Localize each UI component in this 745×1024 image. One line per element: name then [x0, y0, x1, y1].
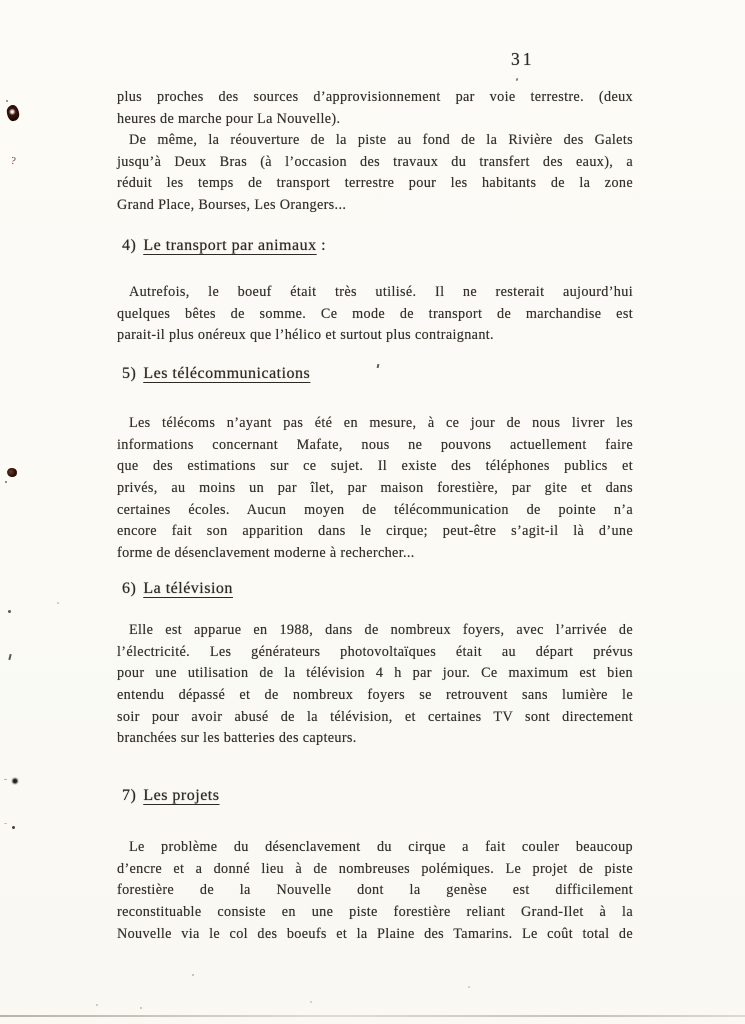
text-line: Autrefois, le boeuf était très utilisé. Il ne resterait aujourd’hui: [129, 284, 633, 300]
text-line: Elle est apparue en 1988, dans de nombreux foyers, avec l’arrivée de: [129, 622, 633, 638]
text-line: forme de désenclavement moderne à rechercher...: [117, 545, 415, 562]
heading-suffix: :: [316, 237, 327, 254]
ink-speck: [5, 481, 7, 483]
heading-title: Les télécommunications: [143, 365, 311, 382]
text-line: encore fait son apparition dans le cirque; peut-être s’agit-il là d’une: [117, 523, 633, 540]
paragraph-continuation: [117, 87, 633, 130]
ink-blot-icon: [6, 104, 20, 122]
ink-speck: [192, 974, 194, 976]
text-line: Le problème du désenclavement du cirque a fait couler beaucoup: [129, 839, 633, 855]
text-line: reconstituable consiste en une piste forestière reliant Grand-Ilet à la: [117, 904, 633, 921]
stray-question-mark: ?: [10, 155, 17, 168]
text-line: d’encre et a donné lieu à de nombreuses polémiques. Le projet de piste: [117, 860, 633, 877]
ink-blot-icon: [6, 467, 17, 478]
text-line: quelques bêtes de somme. Ce mode de transport de marchandise est: [117, 305, 633, 322]
text-line: Les télécoms n’ayant pas été en mesure, à ce jour de nous livrer les: [129, 415, 633, 431]
section-heading-projets: [117, 784, 638, 808]
text-line: forestière de la Nouvelle dont la genèse est difficilement: [117, 882, 633, 899]
ink-speck: [6, 100, 8, 102]
text-line: privés, au moins un par îlet, par maison forestière, par gite et dans: [117, 480, 633, 497]
ink-speck: [12, 826, 15, 829]
ink-speck: [4, 779, 7, 780]
text-line: branchées sur les batteries des capteurs.: [117, 730, 357, 747]
text-line: informations concernant Mafate, nous ne pouvons actuellement faire: [117, 436, 633, 453]
ink-speck: [96, 1004, 98, 1006]
heading-title: Le transport par animaux: [143, 237, 317, 254]
text-line: Nouvelle via le col des boeufs et la Plaine des Tamarins. Le coût total de: [117, 925, 633, 942]
paragraph-boeuf: [117, 282, 633, 347]
paragraph-projets: [117, 837, 633, 945]
text-line: entendu dépassé et de nombreux foyers se retrouvent sans lumière le: [117, 687, 633, 704]
text-line: plus proches des sources d’approvisionnement par voie terrestre. (deux: [117, 89, 633, 105]
heading-number: 5): [122, 365, 137, 382]
ink-speck: [310, 1001, 312, 1003]
heading-number: 6): [122, 580, 137, 597]
text-line: heures de marche pour La Nouvelle).: [117, 110, 341, 127]
scan-edge-line: [0, 1015, 745, 1017]
paragraph-piste-galets: [117, 130, 633, 217]
heading-title: La télévision: [143, 580, 233, 597]
page-number: 31: [511, 49, 535, 69]
text-line: soir pour avoir abusé de la télévision, et certaines TV sont directement: [117, 708, 633, 725]
text-line: réduit les temps de transport terrestre pour les habitants de la zone: [117, 175, 633, 192]
text-line: l’électricité. Les générateurs photovoltaïques était au départ prévus: [117, 643, 633, 660]
ink-speck: [11, 777, 19, 785]
text-line: Grand Place, Bourses, Les Orangers...: [117, 197, 347, 214]
text-line: De même, la réouverture de la piste au fond de la Rivière des Galets: [129, 132, 633, 148]
text-line: jusqu’à Deux Bras (à l’occasion des travaux du transfert des eaux), a: [117, 153, 633, 170]
section-heading-transport-animaux: [117, 234, 638, 258]
paragraph-telecoms: [117, 413, 633, 565]
ink-speck: [468, 986, 470, 988]
text-line: certaines écoles. Aucun moyen de télécommunication de pointe n’a: [117, 501, 633, 518]
heading-number: 7): [122, 787, 137, 804]
ink-speck: [8, 610, 11, 613]
heading-number: 4): [122, 237, 137, 254]
text-line: pour une utilisation de la télévision 4 h par jour. Ce maximum est bien: [117, 665, 633, 682]
heading-title: Les projets: [143, 787, 220, 804]
ink-speck: [57, 602, 59, 604]
section-heading-television: [117, 577, 638, 601]
text-line: que des estimations sur ce sujet. Il existe des téléphones publics et: [117, 458, 633, 475]
ink-speck: [4, 823, 7, 824]
paragraph-television: [117, 620, 633, 750]
ink-speck: [8, 654, 11, 660]
text-line: parait-il plus onéreux que l’hélico et surtout plus contraignant.: [117, 327, 494, 344]
ink-speck: [516, 78, 519, 82]
ink-speck: [140, 1007, 142, 1009]
